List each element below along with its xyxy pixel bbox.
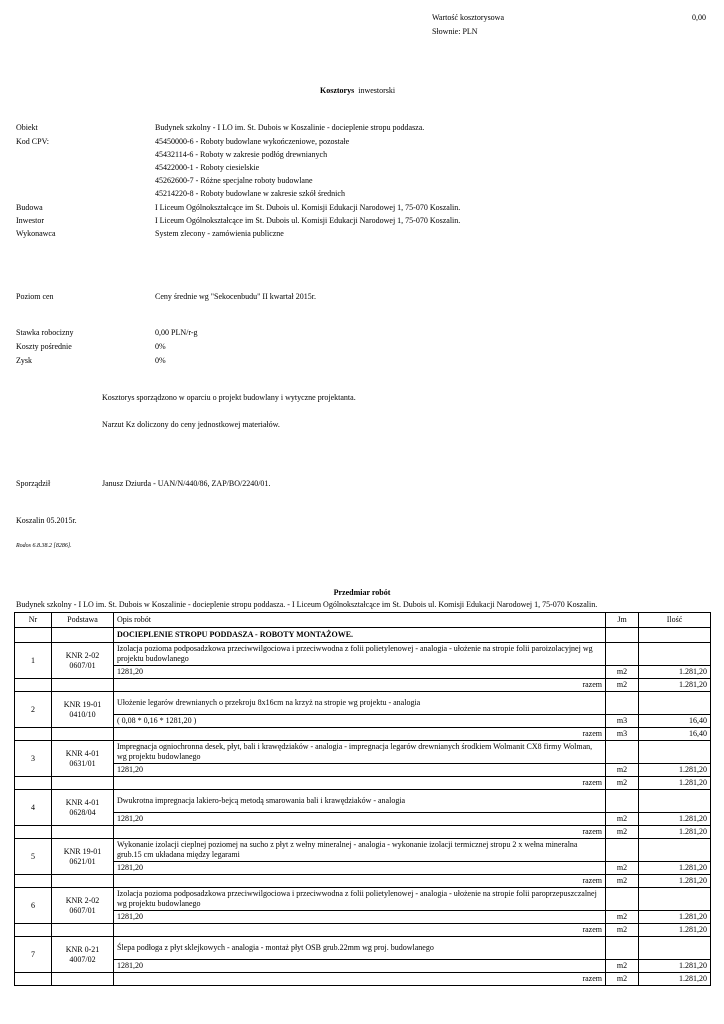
table-row <box>15 715 711 728</box>
table-row <box>15 937 711 960</box>
table-row <box>15 813 711 826</box>
item-podstawa: KNR 2-02 0607/01 <box>52 888 114 924</box>
item-opis: Impregnacja ogniochronna desek, płyt, bali i krawędziaków - analogia - impregnacja legarów drewnianych środkiem Wolmanit CX8 firmy Wolman, wg projektu budowlanego <box>114 741 606 764</box>
table-row <box>15 741 711 764</box>
inwestor-value: I Liceum Ogólnokształcące im St. Dubois ul. Komisji Edukacji Narodowej 1, 75-070 Koszalin. <box>155 216 461 225</box>
item-podstawa: KNR 2-02 0607/01 <box>52 643 114 679</box>
header-row <box>15 613 711 628</box>
title-bold: Kosztorys <box>320 86 355 95</box>
item-qty: 1.281,20 <box>639 666 711 679</box>
item-opis: Ślepa podłoga z płyt sklejkowych - analogia - montaż płyt OSB grub.22mm wg proj. budowlanego <box>114 937 606 960</box>
col-jm: Jm <box>606 613 639 628</box>
item-qty: 1.281,20 <box>639 911 711 924</box>
item-nr: 3 <box>15 741 52 777</box>
koszty-label: Koszty pośrednie <box>16 342 72 351</box>
item-nr: 7 <box>15 937 52 973</box>
item-opis: Ułożenie legarów drewnianych o przekroju 8x16cm na krzyż na stropie wg projektu - analogia <box>114 692 606 715</box>
col-nr: Nr <box>15 613 52 628</box>
razem-label: razem <box>114 924 606 937</box>
item-podstawa: KNR 19-01 0621/01 <box>52 839 114 875</box>
zysk-label: Zysk <box>16 356 32 365</box>
razem-jm: m2 <box>606 875 639 888</box>
razem-label: razem <box>114 973 606 986</box>
razem-row <box>15 973 711 986</box>
col-opis: Opis robót <box>114 613 606 628</box>
amount-in-words: Słownie: PLN <box>432 27 478 36</box>
razem-qty: 1.281,20 <box>639 924 711 937</box>
razem-jm: m2 <box>606 777 639 790</box>
razem-row <box>15 777 711 790</box>
item-jm: m2 <box>606 960 639 973</box>
budowa-label: Budowa <box>16 203 43 212</box>
razem-jm: m2 <box>606 924 639 937</box>
item-opis: Wykonanie izolacji cieplnej poziomej na sucho z płyt z wełny mineralnej - analogia - wykonanie izolacji termicznej stropu 2 x wełna mineralna grub.15 cm układana między legarami <box>114 839 606 862</box>
stawka-value: 0,00 PLN/r-g <box>155 328 198 337</box>
table-row <box>15 692 711 715</box>
razem-qty: 1.281,20 <box>639 875 711 888</box>
item-nr: 6 <box>15 888 52 924</box>
item-formula: 1281,20 <box>114 666 606 679</box>
col-ilosc: Ilość <box>639 613 711 628</box>
item-podstawa: KNR 4-01 0631/01 <box>52 741 114 777</box>
razem-qty: 16,40 <box>639 728 711 741</box>
zysk-value: 0% <box>155 356 166 365</box>
cpv-item: 45450000-6 - Roboty budowlane wykończeniowe, pozostałe <box>155 137 350 146</box>
item-nr: 1 <box>15 643 52 679</box>
title-rest: inwestorski <box>358 86 396 95</box>
stawka-label: Stawka robocizny <box>16 328 74 337</box>
cpv-item: 45262600-7 - Różne specjalne roboty budowlane <box>155 176 313 185</box>
razem-row <box>15 679 711 692</box>
przedmiar-title: Przedmiar robót <box>333 588 391 597</box>
razem-row <box>15 924 711 937</box>
item-opis: Izolacja pozioma podposadzkowa przeciwwilgociowa i przeciwwodna z folii polietylenowej - analogia - ułożenie na stropie folii paroprzepuszczalnej wg projektu budowlanego <box>114 888 606 911</box>
wykonawca-value: System zlecony - zamówienia publiczne <box>155 229 284 238</box>
item-formula: 1281,20 <box>114 960 606 973</box>
przedmiar-table <box>14 612 711 986</box>
razem-label: razem <box>114 728 606 741</box>
razem-label: razem <box>114 826 606 839</box>
razem-qty: 1.281,20 <box>639 973 711 986</box>
item-qty: 1.281,20 <box>639 764 711 777</box>
col-podstawa: Podstawa <box>52 613 114 628</box>
author-value: Janusz Dziurda - UAN/N/440/86, ZAP/BO/2240/01. <box>102 479 271 488</box>
razem-row <box>15 875 711 888</box>
item-podstawa: KNR 4-01 0628/04 <box>52 790 114 826</box>
document-title <box>320 86 395 95</box>
item-formula: 1281,20 <box>114 862 606 875</box>
razem-jm: m2 <box>606 826 639 839</box>
budowa-value: I Liceum Ogólnokształcące im St. Dubois ul. Komisji Edukacji Narodowej 1, 75-070 Koszalin. <box>155 203 461 212</box>
note-markup: Narzut Kz doliczony do ceny jednostkowej materiałów. <box>102 420 280 429</box>
przedmiar-body <box>15 613 711 986</box>
obiekt-label: Obiekt <box>16 123 38 132</box>
koszty-value: 0% <box>155 342 166 351</box>
table-row <box>15 790 711 813</box>
place-date: Koszalin 05.2015r. <box>16 516 77 525</box>
razem-label: razem <box>114 679 606 692</box>
table-row <box>15 764 711 777</box>
table-row <box>15 888 711 911</box>
item-podstawa: KNR 0-21 4007/02 <box>52 937 114 973</box>
table-row <box>15 666 711 679</box>
item-nr: 5 <box>15 839 52 875</box>
item-jm: m2 <box>606 666 639 679</box>
table-row <box>15 862 711 875</box>
razem-jm: m2 <box>606 973 639 986</box>
estimate-value: 0,00 <box>692 13 706 22</box>
item-qty: 1.281,20 <box>639 813 711 826</box>
item-qty: 16,40 <box>639 715 711 728</box>
note-basis: Kosztorys sporządzono w oparciu o projekt budowlany i wytyczne projektanta. <box>102 393 356 402</box>
cpv-item: 45422000-1 - Roboty ciesielskie <box>155 163 260 172</box>
item-qty: 1.281,20 <box>639 862 711 875</box>
table-row <box>15 839 711 862</box>
item-qty: 1.281,20 <box>639 960 711 973</box>
item-jm: m2 <box>606 764 639 777</box>
razem-label: razem <box>114 875 606 888</box>
obiekt-value: Budynek szkolny - I LO im. St. Dubois w Koszalinie - docieplenie stropu poddasza. <box>155 123 425 132</box>
item-opis: Dwukrotna impregnacja lakiero-bejcą metodą smarowania bali i krawędziaków - analogia <box>114 790 606 813</box>
razem-jm: m2 <box>606 679 639 692</box>
item-nr: 2 <box>15 692 52 728</box>
razem-qty: 1.281,20 <box>639 826 711 839</box>
poziom-cen-value: Ceny średnie wg "Sekocenbudu" II kwartał 2015r. <box>155 292 316 301</box>
razem-row <box>15 728 711 741</box>
razem-qty: 1.281,20 <box>639 679 711 692</box>
poziom-cen-label: Poziom cen <box>16 292 54 301</box>
item-formula: 1281,20 <box>114 911 606 924</box>
cpv-label: Kod CPV: <box>16 137 49 146</box>
item-opis: Izolacja pozioma podposadzkowa przeciwwilgociowa i przeciwwodna z folii polietylenowej - analogia - ułożenie na stropie folii paroizolacyjnej wg projektu budowlanego <box>114 643 606 666</box>
item-nr: 4 <box>15 790 52 826</box>
wykonawca-label: Wykonawca <box>16 229 56 238</box>
item-formula: 1281,20 <box>114 764 606 777</box>
table-row <box>15 911 711 924</box>
author-label: Sporządził <box>16 479 51 488</box>
razem-qty: 1.281,20 <box>639 777 711 790</box>
section-title: DOCIEPLENIE STROPU PODDASZA - ROBOTY MONTAŻOWE. <box>114 628 606 643</box>
item-jm: m2 <box>606 911 639 924</box>
inwestor-label: Inwestor <box>16 216 44 225</box>
item-jm: m2 <box>606 813 639 826</box>
table-row <box>15 960 711 973</box>
cpv-item: 45214220-8 - Roboty budowlane w zakresie szkół średnich <box>155 189 345 198</box>
software-version: Rodos 6.8.38.2 [8286]. <box>16 543 72 549</box>
cpv-item: 45432114-6 - Roboty w zakresie podłóg drewnianych <box>155 150 328 159</box>
item-formula: 1281,20 <box>114 813 606 826</box>
section-row <box>15 628 711 643</box>
item-jm: m3 <box>606 715 639 728</box>
razem-row <box>15 826 711 839</box>
table-row <box>15 643 711 666</box>
item-podstawa: KNR 19-01 0410/10 <box>52 692 114 728</box>
item-jm: m2 <box>606 862 639 875</box>
estimate-value-label: Wartość kosztorysowa <box>432 13 505 22</box>
item-formula: ( 0,08 * 0,16 * 1281,20 ) <box>114 715 606 728</box>
przedmiar-subtitle: Budynek szkolny - I LO im. St. Dubois w Koszalinie - docieplenie stropu poddasza. - I Liceum Ogólnokształcące im St. Dubois ul. Komisji Edukacji Narodowej 1, 75-070 Koszalin. <box>16 600 598 609</box>
razem-jm: m3 <box>606 728 639 741</box>
razem-label: razem <box>114 777 606 790</box>
